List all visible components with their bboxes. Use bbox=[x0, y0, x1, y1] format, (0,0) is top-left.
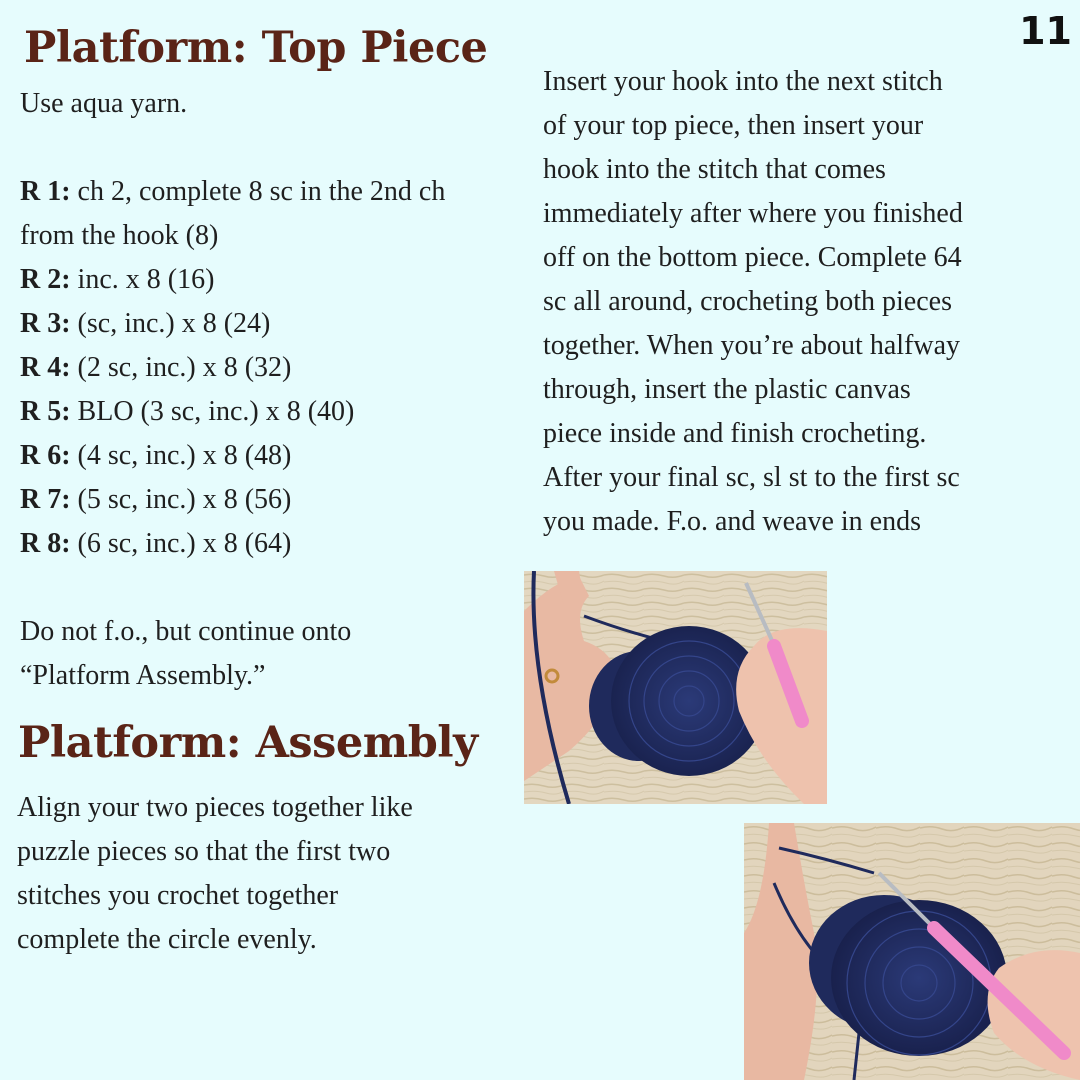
continue-note bbox=[20, 610, 500, 698]
paragraph-line: immediately after where you finished bbox=[543, 198, 963, 229]
section-title-assembly: Platform: Assembly bbox=[18, 718, 478, 768]
page-number: 11 bbox=[1019, 9, 1072, 53]
round-row bbox=[20, 522, 540, 566]
paragraph-line: complete the circle evenly. bbox=[17, 924, 317, 955]
round-text: ch 2, complete 8 sc in the 2nd ch bbox=[70, 176, 446, 207]
paragraph-line: stitches you crochet together bbox=[17, 880, 339, 911]
paragraph-line: puzzle pieces so that the first two bbox=[17, 836, 391, 867]
round-label: R 3: bbox=[20, 308, 71, 339]
round-row bbox=[20, 434, 540, 478]
paragraph-line: through, insert the plastic canvas bbox=[543, 374, 911, 405]
round-row bbox=[20, 170, 540, 214]
round-text: from the hook (8) bbox=[20, 220, 219, 251]
paragraph-line: Align your two pieces together like bbox=[17, 792, 413, 823]
paragraph-line: together. When you’re about halfway bbox=[543, 330, 961, 361]
paragraph-line: hook into the stitch that comes bbox=[543, 154, 886, 185]
paragraph-line: off on the bottom piece. Complete 64 bbox=[543, 242, 962, 273]
round-text: (6 sc, inc.) x 8 (64) bbox=[70, 528, 292, 559]
round-text: (4 sc, inc.) x 8 (48) bbox=[70, 440, 292, 471]
rounds-list bbox=[20, 170, 540, 566]
round-label: R 6: bbox=[20, 440, 71, 471]
round-row bbox=[20, 346, 540, 390]
assembly-paragraph bbox=[17, 786, 507, 962]
round-row bbox=[20, 390, 540, 434]
round-text: (5 sc, inc.) x 8 (56) bbox=[70, 484, 292, 515]
round-text: (sc, inc.) x 8 (24) bbox=[70, 308, 271, 339]
note-line: Do not f.o., but continue onto bbox=[20, 616, 352, 647]
round-label: R 7: bbox=[20, 484, 71, 515]
round-label: R 2: bbox=[20, 264, 71, 295]
round-label: R 8: bbox=[20, 528, 71, 559]
round-text: BLO (3 sc, inc.) x 8 (40) bbox=[70, 396, 355, 427]
paragraph-line: After your final sc, sl st to the first sc bbox=[543, 462, 960, 493]
round-row bbox=[20, 302, 540, 346]
paragraph-line: sc all around, crocheting both pieces bbox=[543, 286, 952, 317]
round-row bbox=[20, 258, 540, 302]
round-label: R 4: bbox=[20, 352, 71, 383]
paragraph-line: piece inside and finish crocheting. bbox=[543, 418, 927, 449]
round-text: inc. x 8 (16) bbox=[70, 264, 215, 295]
round-text: (2 sc, inc.) x 8 (32) bbox=[70, 352, 292, 383]
intro-text: Use aqua yarn. bbox=[20, 88, 188, 119]
paragraph-line: of your top piece, then insert your bbox=[543, 110, 924, 141]
round-label: R 5: bbox=[20, 396, 71, 427]
round-row bbox=[20, 214, 540, 258]
photo-crochet-step-2 bbox=[744, 823, 1080, 1080]
section-title-top-piece: Platform: Top Piece bbox=[24, 23, 488, 73]
round-label: R 1: bbox=[20, 176, 71, 207]
round-row bbox=[20, 478, 540, 522]
paragraph-line: Insert your hook into the next stitch bbox=[543, 66, 943, 97]
note-line: “Platform Assembly.” bbox=[20, 660, 266, 691]
instructions-paragraph bbox=[543, 60, 1063, 544]
photo-crochet-step-1 bbox=[524, 571, 827, 804]
paragraph-line: you made. F.o. and weave in ends bbox=[543, 506, 921, 537]
